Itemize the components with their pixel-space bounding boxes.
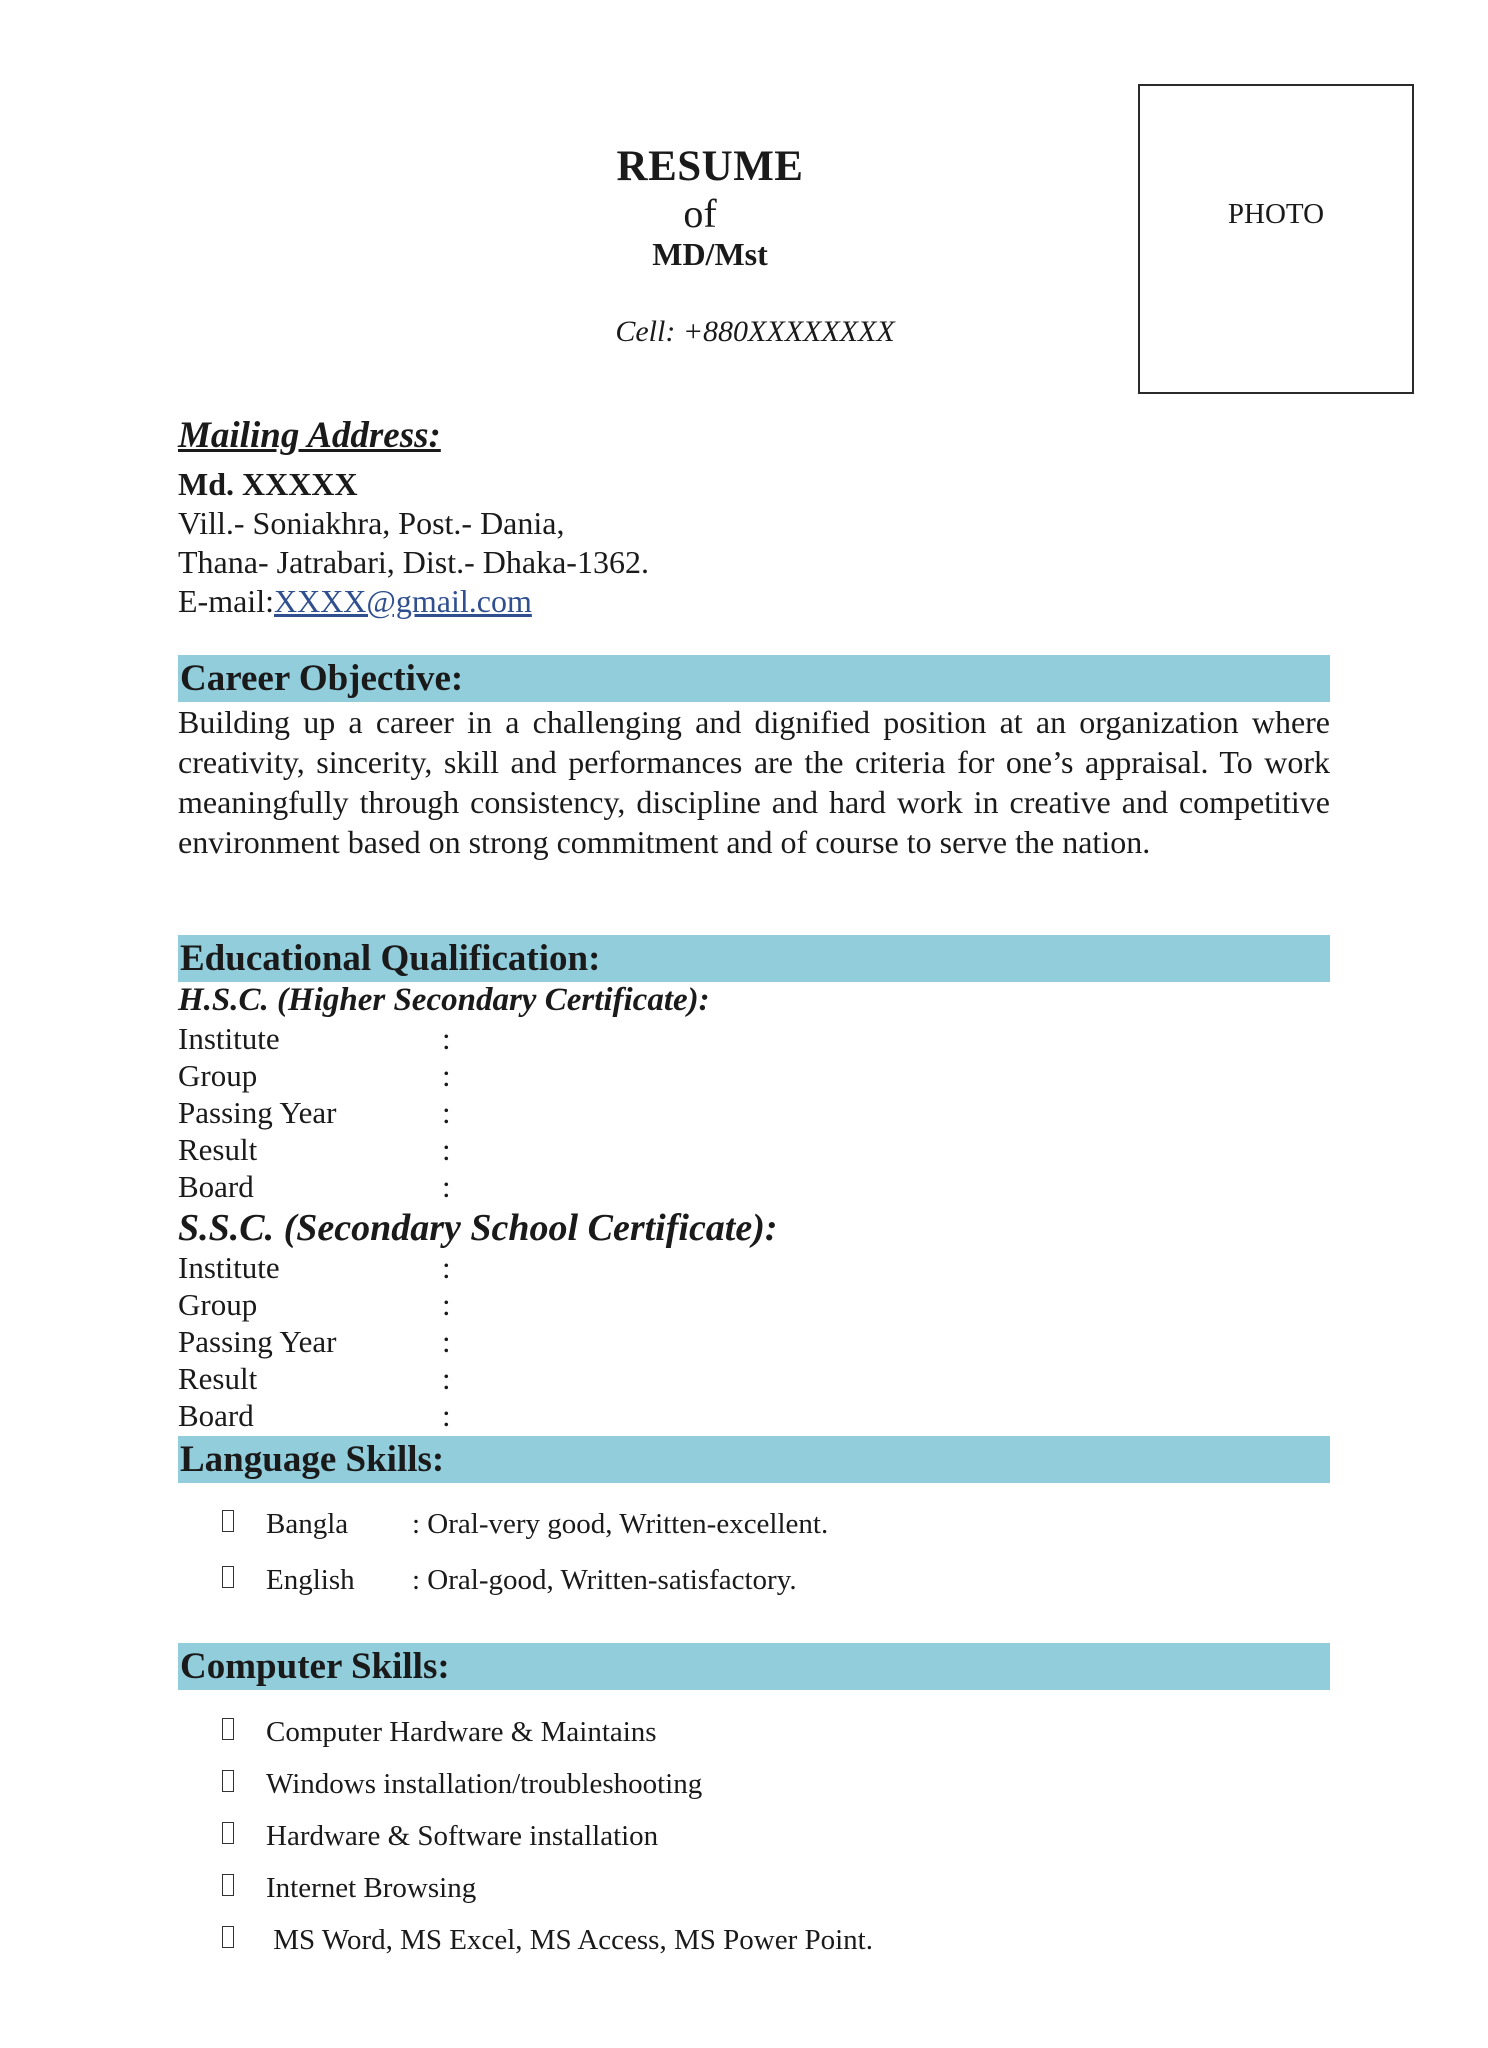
email-label: E-mail: xyxy=(178,583,274,619)
ssc-field-label: Passing Year xyxy=(178,1324,337,1359)
colon: : xyxy=(442,1132,451,1167)
mailing-address-heading: Mailing Address: xyxy=(178,415,441,456)
bullet-icon xyxy=(222,1926,234,1948)
hsc-field-label: Group xyxy=(178,1058,258,1093)
bullet-icon xyxy=(222,1770,234,1792)
resume-title: RESUME xyxy=(616,143,804,190)
ssc-row xyxy=(178,1250,778,1287)
ssc-row xyxy=(178,1324,778,1361)
hsc-field-label: Result xyxy=(178,1132,258,1167)
mailing-name: Md. XXXXX xyxy=(178,466,358,502)
bullet-icon xyxy=(222,1822,234,1844)
ssc-heading: S.S.C. (Secondary School Certificate): xyxy=(178,1207,778,1249)
hsc-row xyxy=(178,1058,778,1095)
computer-skill: Windows installation/troubleshooting xyxy=(266,1768,703,1800)
colon: : xyxy=(442,1058,451,1093)
resume-of: of xyxy=(683,191,717,236)
colon: : xyxy=(442,1169,451,1204)
computer-skill: MS Word, MS Excel, MS Access, MS Power Point. xyxy=(266,1924,873,1956)
list-item xyxy=(222,1508,1222,1548)
email-link[interactable]: XXXX@gmail.com xyxy=(273,583,532,619)
language-name: English xyxy=(266,1564,355,1596)
computer-skill: Hardware & Software installation xyxy=(266,1820,659,1852)
ssc-field-label: Result xyxy=(178,1361,258,1396)
photo-label: PHOTO xyxy=(1227,198,1325,230)
list-item xyxy=(222,1564,1222,1604)
list-item xyxy=(222,1820,1222,1860)
language-desc: : Oral-good, Written-satisfactory. xyxy=(412,1564,797,1596)
language-name: Bangla xyxy=(266,1508,349,1540)
hsc-row xyxy=(178,1132,778,1169)
ssc-field-label: Institute xyxy=(178,1250,280,1285)
hsc-row xyxy=(178,1095,778,1132)
photo-placeholder xyxy=(1138,84,1414,394)
computer-skill: Internet Browsing xyxy=(266,1872,477,1904)
ssc-row xyxy=(178,1398,778,1435)
computer-skills-band xyxy=(178,1643,1330,1690)
list-item xyxy=(222,1872,1222,1912)
ssc-field-label: Board xyxy=(178,1398,254,1433)
bullet-icon xyxy=(222,1874,234,1896)
bullet-icon xyxy=(222,1718,234,1740)
hsc-field-label: Board xyxy=(178,1169,254,1204)
hsc-row xyxy=(178,1021,778,1058)
colon: : xyxy=(442,1361,451,1396)
cell-number: Cell: +880XXXXXXXX xyxy=(615,315,895,348)
career-objective-text: Building up a career in a challenging and dignified position at an organization where creativity, sincerity, skill and performances are the criteria for one’s appraisal. To work meaningfully through consistency, discipline and hard work in creative and competitive environment based on strong commitment and of course to serve the nation. xyxy=(178,704,1330,860)
list-item xyxy=(222,1716,1222,1756)
ssc-field-label: Group xyxy=(178,1287,258,1322)
colon: : xyxy=(442,1398,451,1433)
bullet-icon xyxy=(222,1566,234,1588)
hsc-heading: H.S.C. (Higher Secondary Certificate): xyxy=(178,982,710,1018)
colon: : xyxy=(442,1287,451,1322)
career-objective-band xyxy=(178,655,1330,702)
mailing-email-line xyxy=(178,582,1330,621)
ssc-row xyxy=(178,1287,778,1324)
list-item xyxy=(222,1924,1222,1964)
computer-skills-heading: Computer Skills: xyxy=(180,1646,450,1687)
colon: : xyxy=(442,1021,451,1056)
hsc-row xyxy=(178,1169,778,1206)
hsc-field-label: Institute xyxy=(178,1021,280,1056)
language-skills-heading: Language Skills: xyxy=(180,1439,445,1480)
language-skills-band xyxy=(178,1436,1330,1483)
hsc-field-label: Passing Year xyxy=(178,1095,337,1130)
bullet-icon xyxy=(222,1510,234,1532)
education-heading: Educational Qualification: xyxy=(180,938,601,979)
list-item xyxy=(222,1768,1222,1808)
ssc-row xyxy=(178,1361,778,1398)
mailing-line-2: Thana- Jatrabari, Dist.- Dhaka-1362. xyxy=(178,544,649,580)
mailing-line-1: Vill.- Soniakhra, Post.- Dania, xyxy=(178,505,565,541)
resume-name: MD/Mst xyxy=(652,236,768,272)
colon: : xyxy=(442,1095,451,1130)
colon: : xyxy=(442,1250,451,1285)
education-band xyxy=(178,935,1330,982)
career-objective-heading: Career Objective: xyxy=(180,658,464,699)
computer-skill: Computer Hardware & Maintains xyxy=(266,1716,657,1748)
language-desc: : Oral-very good, Written-excellent. xyxy=(412,1508,829,1540)
colon: : xyxy=(442,1324,451,1359)
